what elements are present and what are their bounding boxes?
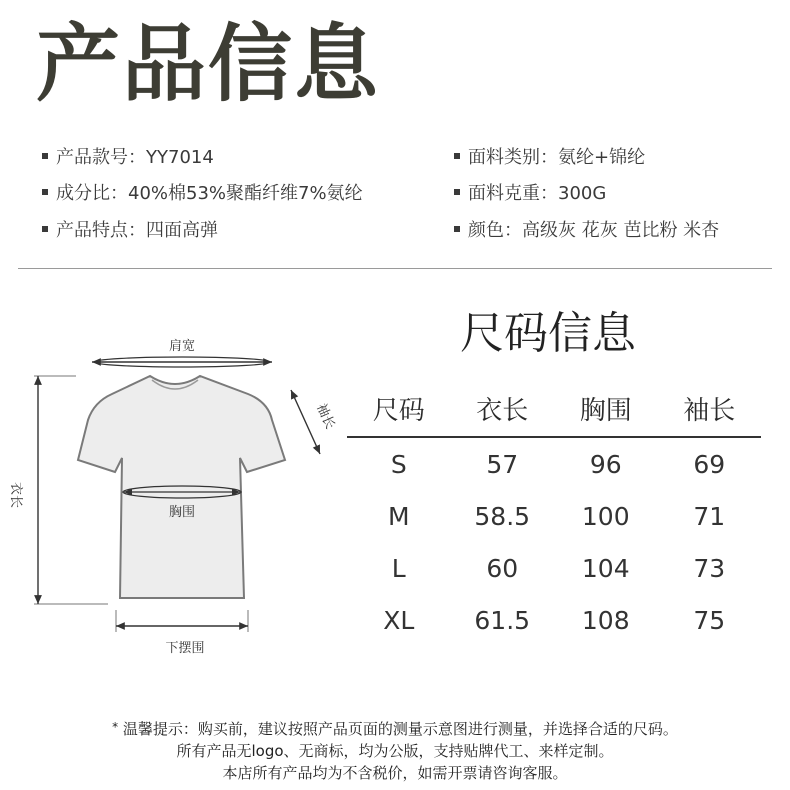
table-cell: 104 xyxy=(581,554,630,583)
info-value: 300G xyxy=(558,183,607,204)
header-cell: 袖长 xyxy=(683,396,736,426)
info-label: 产品特点： xyxy=(56,220,146,241)
info-value: YY7014 xyxy=(146,147,214,168)
asterisk-icon: * xyxy=(112,720,119,734)
hem-label: 下摆围 xyxy=(165,641,205,656)
table-cell: 61.5 xyxy=(474,606,531,635)
table-cell: 100 xyxy=(581,502,630,531)
info-item-fabric-type xyxy=(454,146,645,170)
shoulder-label: 肩宽 xyxy=(168,339,196,354)
bullet-icon xyxy=(454,226,460,232)
info-value: 氨纶+锦纶 xyxy=(558,147,646,168)
info-value: 高级灰 花灰 芭比粉 米杏 xyxy=(522,220,720,241)
bullet-icon xyxy=(42,189,48,195)
page-title: 产品信息 xyxy=(36,15,381,113)
table-cell: S xyxy=(390,450,407,479)
header-cell: 尺码 xyxy=(372,396,425,426)
table-row xyxy=(347,438,761,490)
info-item-colors xyxy=(454,219,719,243)
header-cell: 衣长 xyxy=(476,396,529,426)
tshirt-shape xyxy=(78,376,285,598)
size-chart-title: 尺码信息 xyxy=(460,308,636,359)
table-row xyxy=(347,542,761,594)
sleeve-arrow xyxy=(291,390,320,454)
notes xyxy=(0,718,790,784)
note-line-1 xyxy=(0,718,790,740)
note-line-2: 所有产品无logo、无商标，均为公版，支持贴牌代工、来样定制。 xyxy=(176,742,614,760)
table-cell: 73 xyxy=(693,554,726,583)
sleeve-label: 袖长 xyxy=(313,401,338,432)
chest-label: 胸围 xyxy=(168,505,196,520)
note-line-3: 本店所有产品均为不含税价，如需开票请咨询客服。 xyxy=(222,764,568,782)
table-cell: L xyxy=(391,554,406,583)
info-item-feature xyxy=(42,219,218,243)
info-label: 颜色： xyxy=(468,220,522,241)
table-cell: 57 xyxy=(486,450,519,479)
header-cell: 胸围 xyxy=(579,396,632,426)
measurement-diagram xyxy=(0,290,340,670)
table-row xyxy=(347,594,761,646)
table-row xyxy=(347,490,761,542)
bullet-icon xyxy=(42,226,48,232)
info-value: 40%棉53%聚酯纤维7%氨纶 xyxy=(128,183,363,204)
length-label: 衣长 xyxy=(8,481,23,509)
table-cell: 58.5 xyxy=(474,502,531,531)
info-label: 面料类别： xyxy=(468,147,558,168)
table-cell: M xyxy=(387,502,410,531)
table-cell: 69 xyxy=(693,450,726,479)
info-label: 产品款号： xyxy=(56,147,146,168)
table-cell: 71 xyxy=(693,502,726,531)
info-label: 面料克重： xyxy=(468,183,558,204)
table-cell: 75 xyxy=(693,606,726,635)
table-cell: XL xyxy=(383,606,415,635)
table-cell: 96 xyxy=(589,450,622,479)
section-divider xyxy=(18,268,772,269)
size-table xyxy=(347,386,761,646)
bullet-icon xyxy=(454,189,460,195)
table-cell: 60 xyxy=(486,554,519,583)
info-item-style-number xyxy=(42,146,214,170)
bullet-icon xyxy=(454,153,460,159)
info-value: 四面高弹 xyxy=(146,220,218,241)
bullet-icon xyxy=(42,153,48,159)
info-item-fabric-weight xyxy=(454,182,606,206)
info-item-composition xyxy=(42,182,363,206)
info-label: 成分比： xyxy=(56,183,128,204)
table-cell: 108 xyxy=(581,606,630,635)
size-table-header xyxy=(347,386,761,438)
product-info xyxy=(0,142,790,252)
note-text: 温馨提示：购买前，建议按照产品页面的测量示意图进行测量，并选择合适的尺码。 xyxy=(122,720,678,738)
